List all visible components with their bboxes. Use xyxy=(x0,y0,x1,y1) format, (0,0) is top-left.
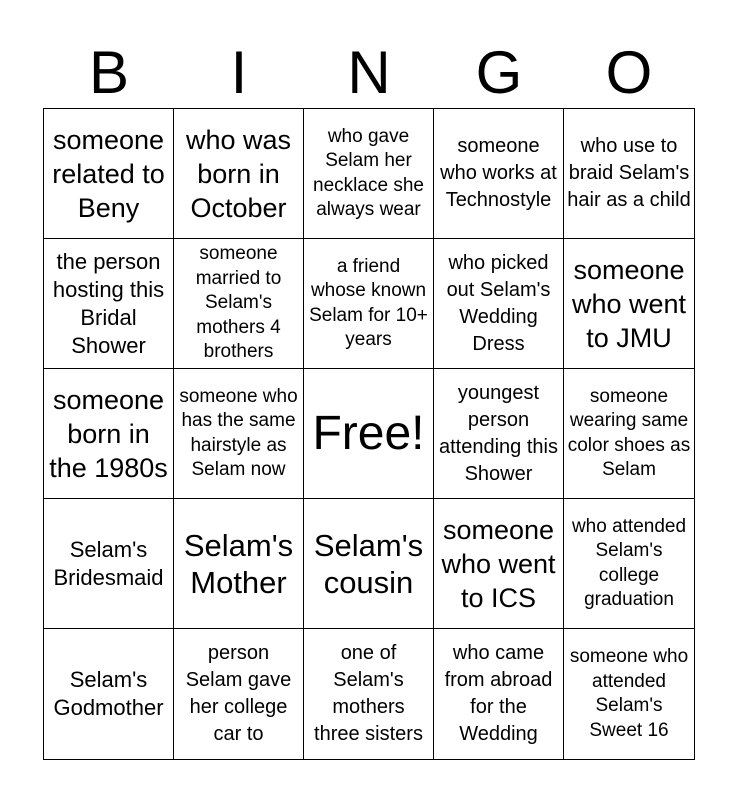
bingo-cell[interactable]: Selam's cousin xyxy=(304,499,434,629)
header-letter-n: N xyxy=(347,39,391,106)
header-letter-b: B xyxy=(88,39,130,106)
bingo-card xyxy=(43,108,695,760)
bingo-header xyxy=(44,38,694,108)
bingo-cell[interactable]: who attended Selam's college graduation xyxy=(564,499,694,629)
bingo-cell[interactable]: a friend whose known Selam for 10+ years xyxy=(304,239,434,369)
bingo-cell[interactable]: someone born in the 1980s xyxy=(44,369,174,499)
header-letter-o: O xyxy=(605,39,653,106)
bingo-cell[interactable]: who use to braid Selam's hair as a child xyxy=(564,109,694,239)
bingo-cell[interactable]: person Selam gave her college car to xyxy=(174,629,304,759)
bingo-cell[interactable]: someone wearing same color shoes as Selam xyxy=(564,369,694,499)
bingo-cell[interactable]: Selam's Godmother xyxy=(44,629,174,759)
header-letter-i: I xyxy=(230,39,248,106)
bingo-cell[interactable]: one of Selam's mothers three sisters xyxy=(304,629,434,759)
bingo-cell[interactable]: someone related to Beny xyxy=(44,109,174,239)
bingo-cell[interactable]: Selam's Bridesmaid xyxy=(44,499,174,629)
free-space[interactable]: Free! xyxy=(304,369,434,499)
bingo-cell[interactable]: Selam's Mother xyxy=(174,499,304,629)
bingo-cell[interactable]: who was born in October xyxy=(174,109,304,239)
bingo-cell[interactable]: someone married to Selam's mothers 4 brothers xyxy=(174,239,304,369)
bingo-cell[interactable]: someone who went to JMU xyxy=(564,239,694,369)
bingo-cell[interactable]: who came from abroad for the Wedding xyxy=(434,629,564,759)
bingo-cell[interactable]: someone who went to ICS xyxy=(434,499,564,629)
bingo-cell[interactable]: who picked out Selam's Wedding Dress xyxy=(434,239,564,369)
header-letter-g: G xyxy=(475,39,523,106)
bingo-cell[interactable]: someone who works at Technostyle xyxy=(434,109,564,239)
bingo-cell[interactable]: the person hosting this Bridal Shower xyxy=(44,239,174,369)
bingo-cell[interactable]: youngest person attending this Shower xyxy=(434,369,564,499)
bingo-cell[interactable]: who gave Selam her necklace she always wear xyxy=(304,109,434,239)
bingo-cell[interactable]: someone who has the same hairstyle as Selam now xyxy=(174,369,304,499)
bingo-cell[interactable]: someone who attended Selam's Sweet 16 xyxy=(564,629,694,759)
